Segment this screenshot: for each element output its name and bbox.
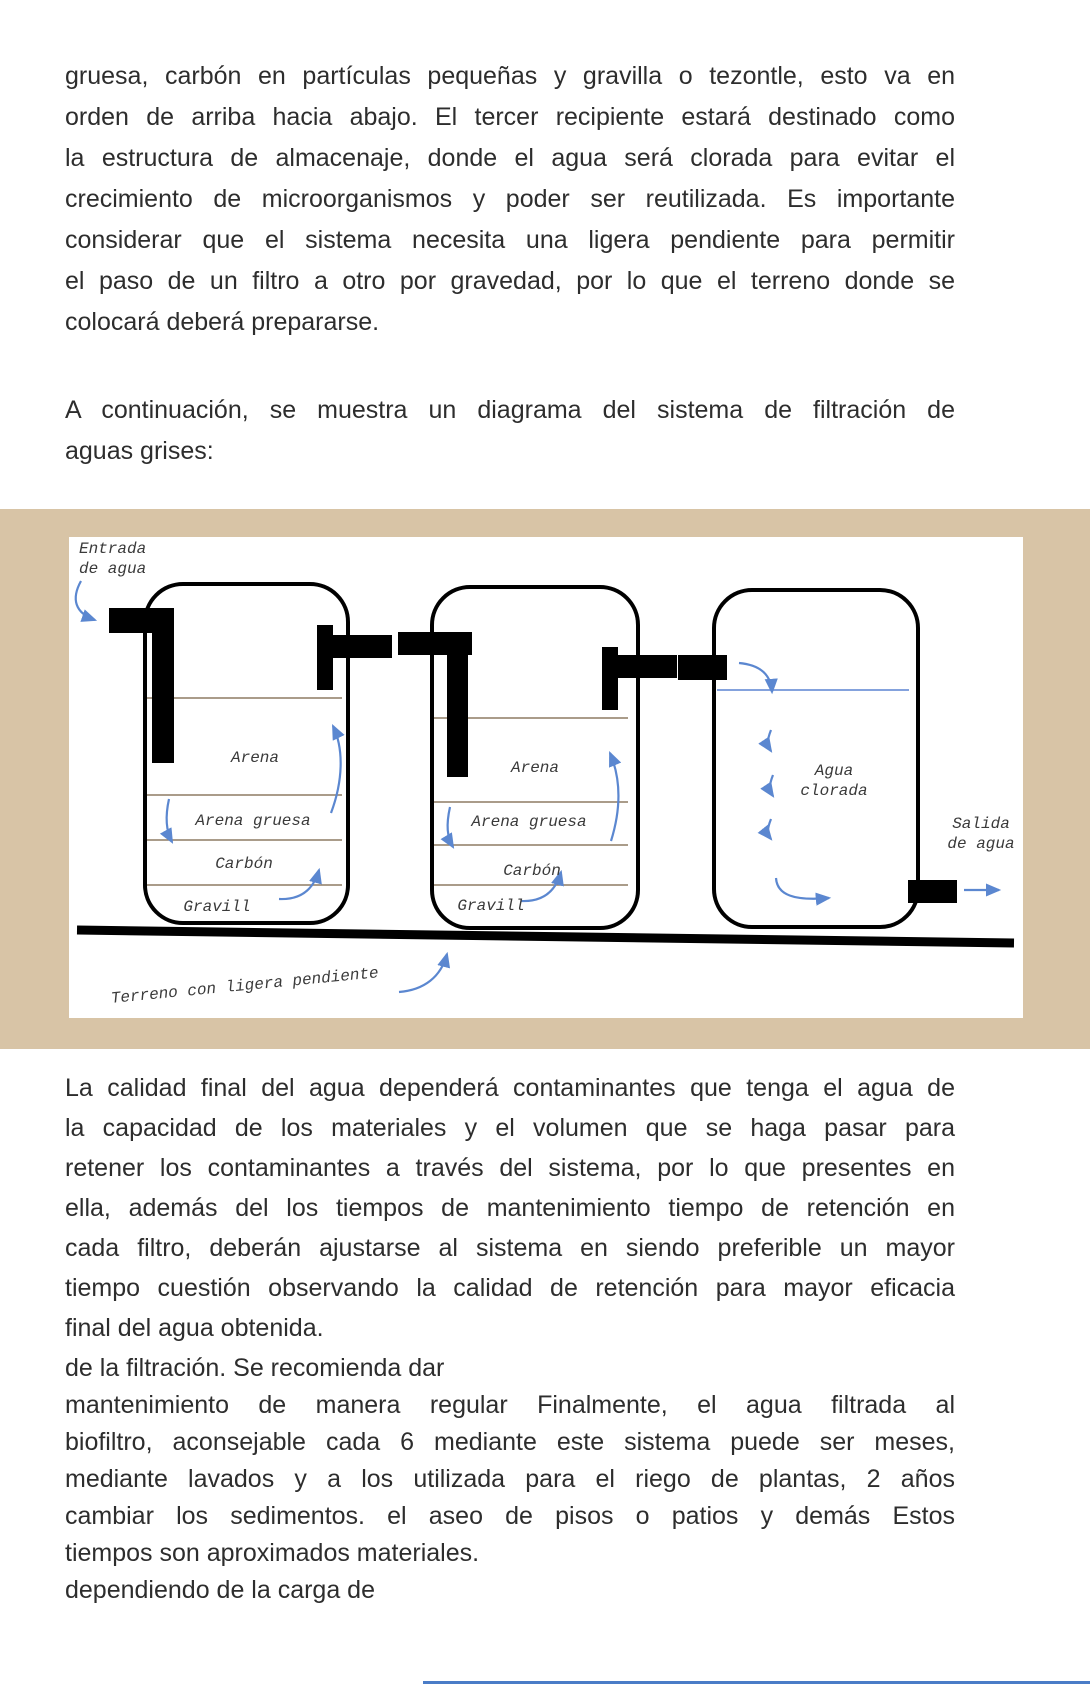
tank1-layer-carbon: Carbón — [215, 855, 273, 873]
filtration-diagram — [69, 537, 1023, 1018]
terreno-label: Terreno con ligera pendiente — [110, 964, 380, 1008]
salida-label — [939, 814, 1023, 854]
outlet-pipe — [908, 880, 957, 903]
paragraph-maintenance — [65, 1350, 955, 1609]
pipe-2-3-bar-b — [678, 655, 727, 680]
text-line: mediante lavados y a los utilizada para el riego de plantas, 2 años — [65, 1465, 955, 1493]
terreno-arrow — [399, 954, 447, 992]
entrada-label — [79, 539, 146, 579]
text-line: considerar que el sistema necesita una ligera pendiente para permitir — [65, 226, 955, 254]
entrada-label-line2: de agua — [79, 560, 147, 578]
text-line: mantenimiento de manera regular Finalmente, el agua filtrada al — [65, 1391, 955, 1419]
text-line: ella, además del los tiempos de mantenimiento tiempo de retención en — [65, 1194, 955, 1222]
paragraph-quality — [65, 1068, 955, 1348]
text-line: crecimiento de microorganismos y poder ser reutilizada. Es importante — [65, 185, 955, 213]
storage-tank — [712, 588, 920, 929]
salida-label-line1: Salida — [952, 815, 1010, 833]
text-line: cada filtro, deberán ajustarse al sistema en siendo preferible un mayor — [65, 1234, 955, 1262]
entrada-arrow — [76, 581, 95, 620]
tank2-layer-arena: Arena — [510, 759, 559, 777]
text-line: gruesa, carbón en partículas pequeñas y gravilla o tezontle, esto va en — [65, 62, 955, 90]
text-line: retener los contaminantes a través del sistema, por lo que presentes en — [65, 1154, 955, 1182]
text-line: biofiltro, aconsejable cada 6 mediante este sistema puede ser meses, — [65, 1428, 955, 1456]
text-line: A continuación, se muestra un diagrama del sistema de filtración de — [65, 396, 955, 424]
bottom-accent-line — [423, 1681, 1090, 1684]
text-line: la capacidad de los materiales y el volumen que se haga pasar para — [65, 1114, 955, 1142]
pipe-1-2-bar-a — [317, 635, 392, 658]
text-line: el paso de un filtro a otro por gravedad, por lo que el terreno donde se — [65, 267, 955, 295]
paragraph-intro — [65, 56, 955, 343]
agua-clorada-line2: clorada — [800, 782, 868, 800]
entrada-label-line1: Entrada — [79, 540, 147, 558]
tank2-layer-carbon: Carbón — [503, 862, 561, 880]
text-line: La calidad final del agua dependerá contaminantes que tenga el agua de — [65, 1074, 955, 1102]
agua-clorada-label — [769, 761, 899, 801]
tank1-layer-arena-gruesa: Arena gruesa — [195, 812, 311, 830]
text-line: la estructura de almacenaje, donde el agua será clorada para evitar el — [65, 144, 955, 172]
text-line: aguas grises: — [65, 437, 214, 465]
text-line: final del agua obtenida. — [65, 1314, 324, 1342]
tank2-layer-arena-gruesa: Arena gruesa — [471, 813, 587, 831]
text-line: colocará deberá prepararse. — [65, 308, 380, 336]
text-line: cambiar los sedimentos. el aseo de pisos o patios y demás Estos — [65, 1502, 955, 1530]
agua-clorada-line1: Agua — [814, 762, 854, 780]
text-line: tiempos son aproximados materiales. — [65, 1539, 480, 1567]
ground-line — [77, 930, 1014, 943]
text-line: dependiendo de la carga de — [65, 1576, 375, 1604]
text-line: de la filtración. Se recomienda dar — [65, 1354, 445, 1382]
pipe-1-2-drop — [447, 632, 468, 777]
tank2-layer-gravilla: Gravill — [457, 897, 525, 915]
text-line: orden de arriba hacia abajo. El tercer recipiente estará destinado como — [65, 103, 955, 131]
tank1-layer-gravilla: Gravill — [183, 898, 251, 916]
paragraph-lead-in — [65, 390, 955, 472]
salida-label-line2: de agua — [947, 835, 1015, 853]
pipe-2-3-bar-a — [602, 655, 677, 678]
diagram-band — [0, 509, 1090, 1049]
tank1-layer-arena: Arena — [230, 749, 279, 767]
text-line: tiempo cuestión observando la calidad de retención para mayor eficacia — [65, 1274, 955, 1302]
inlet-pipe-vertical — [152, 608, 174, 763]
